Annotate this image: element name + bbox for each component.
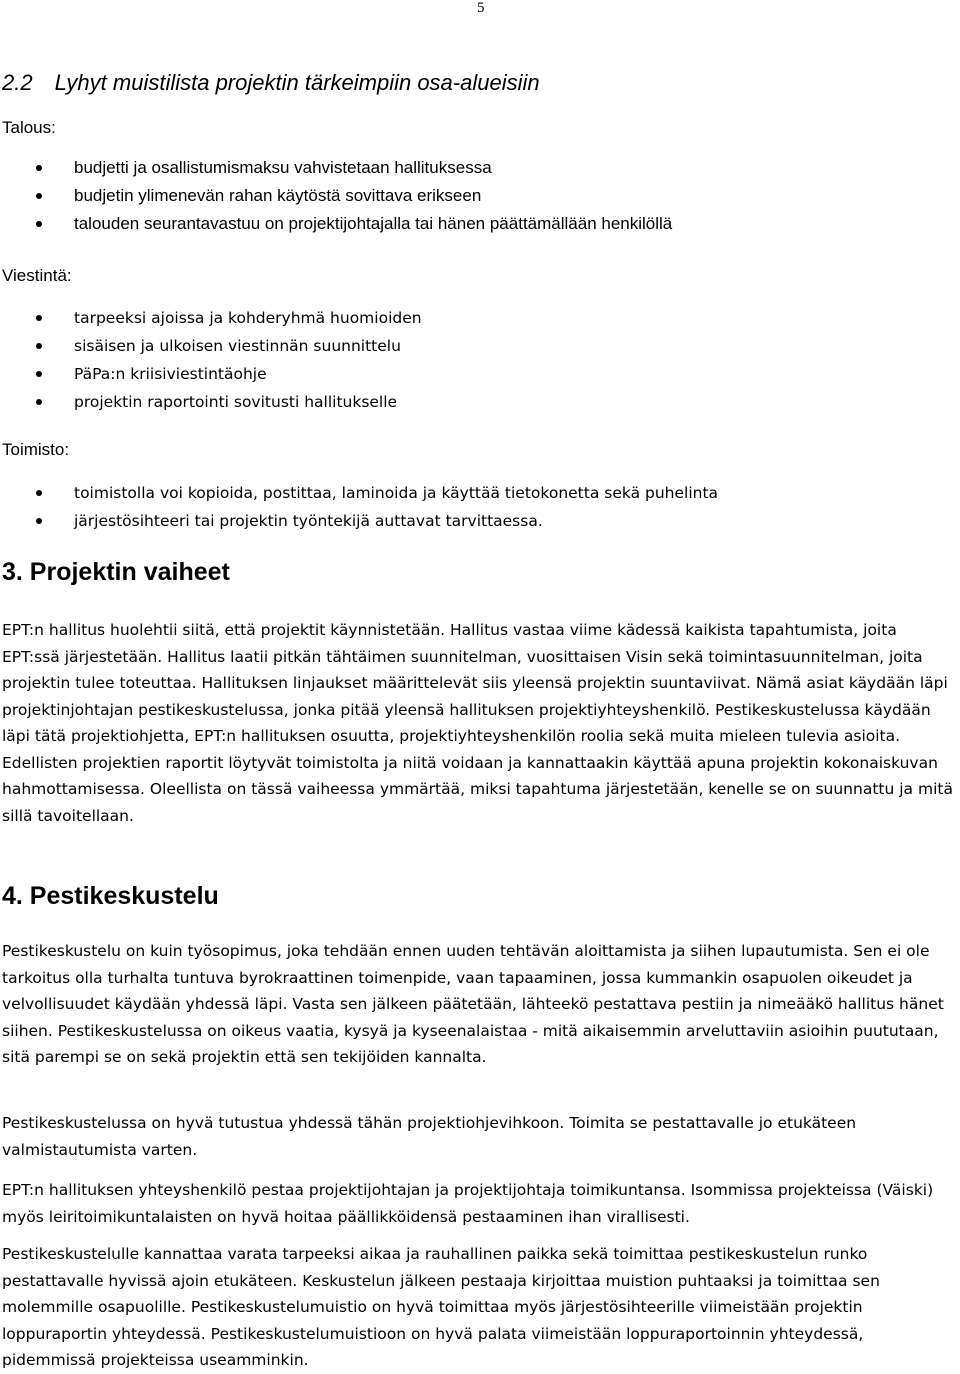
section-number: 2.2	[2, 70, 33, 95]
viestinta-list	[0, 304, 422, 416]
list-item: toimistolla voi kopioida, postittaa, laminoida ja käyttää tietokonetta sekä puhelinta	[0, 479, 718, 507]
section-title: Lyhyt muistilista projektin tärkeimpiin osa-alueisiin	[54, 70, 540, 95]
list-item: budjetti ja osallistumismaksu vahvistetaan hallituksessa	[0, 154, 672, 182]
talous-label: Talous:	[2, 118, 56, 137]
section-4-paragraph-3: EPT:n hallituksen yhteyshenkilö pestaa projektijohtajan ja projektijohtaja toimikuntansa. Isommissa projekteissa (Väiski) myös leiritoimikuntalaisten on hyvä hoitaa päällikköidensä pestaaminen ihan virallisesti.	[2, 1181, 934, 1226]
talous-list	[0, 154, 672, 238]
section-4-paragraph-4: Pestikeskustelulle kannattaa varata tarpeeksi aikaa ja rauhallinen paikka sekä toimittaa pestikeskustelun runko pestattavalle hyvissä ajoin etukäteen. Keskustelun jälkeen pestaaja kirjoittaa muistion puhtaaksi ja toimittaa sen molemmille osapuolille. Pestikeskustelumuistio on hyvä toimittaa myös järjestösihteerille viimeistään projektin loppuraportin yhteydessä. Pestikeskustelumuistioon on hyvä palata viimeistään loppuraportoinnin yhteydessä, pidemmissä projekteissa useamminkin.	[2, 1245, 880, 1369]
list-item: budjetin ylimenevän rahan käytöstä sovittava erikseen	[0, 182, 672, 210]
page-number: 5	[477, 0, 485, 16]
section-heading-4: 4. Pestikeskustelu	[2, 882, 219, 910]
list-item: sisäisen ja ulkoisen viestinnän suunnittelu	[0, 332, 422, 360]
list-item: PäPa:n kriisiviestintäohje	[0, 360, 422, 388]
section-heading-3: 3. Projektin vaiheet	[2, 558, 230, 586]
list-item: talouden seurantavastuu on projektijohtajalla tai hänen päättämällään henkilöllä	[0, 210, 672, 238]
list-item: järjestösihteeri tai projektin työntekijä auttavat tarvittaessa.	[0, 507, 718, 535]
section-3-paragraph: EPT:n hallitus huolehtii siitä, että projektit käynnistetään. Hallitus vastaa viime kädessä kaikista tapahtumista, joita EPT:ssä järjestetään. Hallitus laatii pitkän tähtäimen suunnitelman, vuosittaisen Visin sekä toimintasuunnitelman, joita projektin tulee toteuttaa. Hallituksen linjaukset määrittelevät siis yleensä projektin suuntaviivat. Nämä asiat käydään läpi projektinjohtajan pestikeskustelussa, jonka pitää yleensä hallituksen projektiyhteyshenkilö. Pestikeskustelussa käydään läpi tätä projektiohjetta, EPT:n hallituksen osuutta, projektiyhteyshenkilön roolia sekä muita mieleen tulevia asioita. Edellisten projektien raportit löytyvät toimistolta ja niitä voidaan ja kannattaakin käyttää apuna projektin kokonaiskuvan hahmottamisessa. Oleellista on tässä vaiheessa ymmärtää, miksi tapahtuma järjestetään, kenelle se on suunnattu ja mitä sillä tavoitellaan.	[2, 621, 953, 825]
viestinta-label: Viestintä:	[2, 266, 72, 285]
toimisto-list	[0, 479, 718, 535]
toimisto-label: Toimisto:	[2, 440, 70, 459]
section-heading-2-2	[2, 70, 540, 96]
list-item: projektin raportointi sovitusti hallitukselle	[0, 388, 422, 416]
section-4-paragraph-1: Pestikeskustelu on kuin työsopimus, joka tehdään ennen uuden tehtävän aloittamista ja siihen lupautumista. Sen ei ole tarkoitus olla turhalta tuntuva byrokraattinen toimenpide, vaan tapaaminen, jossa kummankin osapuolen oikeudet ja velvollisuudet käydään yhdessä läpi. Vasta sen jälkeen päätetään, lähteekö pestattava pestiin ja nimeääkö hallitus hänet siihen. Pestikeskustelussa on oikeus vaatia, kysyä ja kyseenalaistaa - mitä aikaisemmin arveluttaviin asioihin puututaan, sitä parempi se on sekä projektin että sen tekijöiden kannalta.	[2, 942, 944, 1066]
list-item: tarpeeksi ajoissa ja kohderyhmä huomioiden	[0, 304, 422, 332]
section-4-paragraph-2: Pestikeskustelussa on hyvä tutustua yhdessä tähän projektiohjevihkoon. Toimita se pestattavalle jo etukäteen valmistautumista varten.	[2, 1114, 857, 1159]
